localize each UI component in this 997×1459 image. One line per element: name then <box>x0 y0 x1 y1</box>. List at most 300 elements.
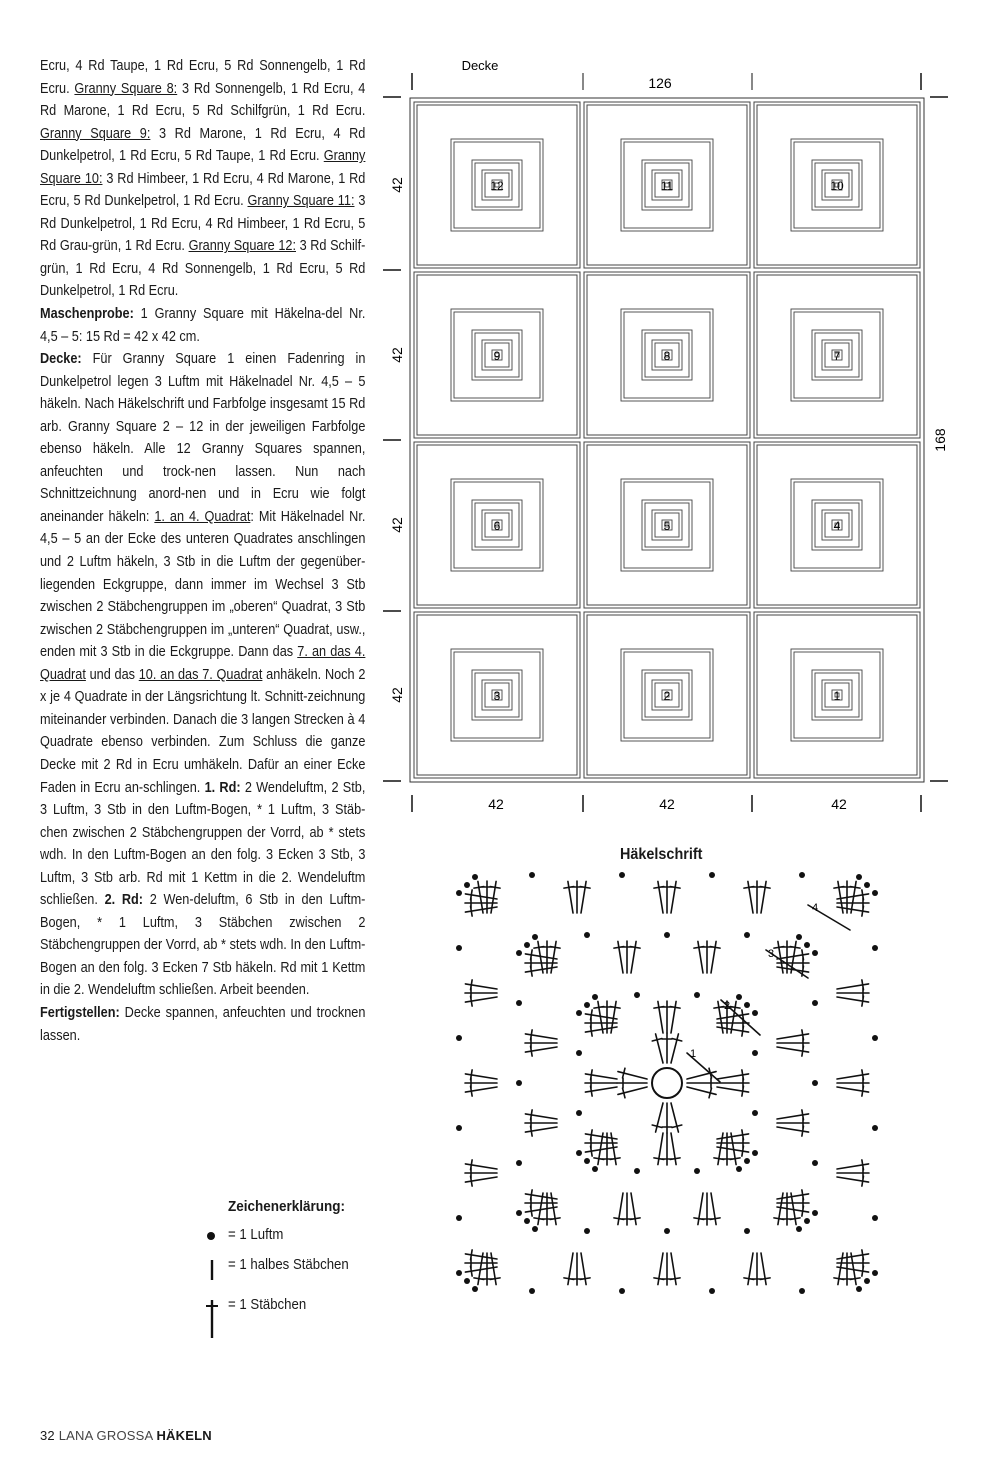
chain-dot <box>872 1125 878 1131</box>
double-crochet-mark <box>551 1193 556 1225</box>
chain-dot <box>752 1110 758 1116</box>
double-crochet-mark <box>656 1103 663 1132</box>
double-crochet-crossbar <box>531 950 533 960</box>
column-width-label: 42 <box>659 796 675 812</box>
chain-dot <box>456 1270 462 1276</box>
chain-dot <box>744 1158 750 1164</box>
double-crochet-crossbar <box>471 1086 473 1096</box>
chain-dot <box>464 882 470 888</box>
double-crochet-crossbar <box>862 890 864 900</box>
round-start-line <box>687 1053 720 1082</box>
double-crochet-crossbar <box>744 887 754 889</box>
chain-dot <box>796 934 802 940</box>
text-fragment: anhäkeln. Noch 2 x je 4 Quadrate in der Längsrichtung lt. Schnitt-zeichnung miteinander verbinden. Danach die 3 langen Strecken à 4 Quadrate ebenso verbinden. Zum Schluss die ganze Decke mit 2 Rd in Ecru umhäkeln. Dafür an einer Ecke Faden in Ecru an-schlingen. <box>40 666 366 796</box>
square-number: 6 <box>493 519 501 533</box>
double-crochet-crossbar <box>471 1176 473 1186</box>
double-crochet-crossbar <box>630 947 640 949</box>
double-crochet-mark <box>478 881 483 913</box>
double-crochet-mark <box>581 881 586 913</box>
double-crochet-mark <box>777 1047 809 1052</box>
chain-dot <box>524 942 530 948</box>
double-crochet-crossbar <box>774 1218 784 1220</box>
double-crochet-crossbar <box>594 1158 604 1160</box>
text-fragment: Decke spannen, anfeuchten und trocknen lassen. <box>40 1004 366 1044</box>
double-crochet-crossbar <box>654 1158 664 1160</box>
blanket-outline <box>410 98 924 782</box>
chain-dot <box>529 1288 535 1294</box>
double-crochet-mark <box>598 1133 603 1165</box>
double-crochet-crossbar <box>614 1218 624 1220</box>
double-crochet-crossbar <box>834 1278 844 1280</box>
double-crochet-mark <box>777 1127 809 1132</box>
chain-dot <box>752 1150 758 1156</box>
text-fragment: Ecru, 4 Rd Taupe, 1 Rd Ecru, 5 Rd Sonnengelb, 1 Rd Ecru. <box>40 58 366 97</box>
double-crochet-crossbar <box>652 1125 662 1127</box>
row-height-label: 42 <box>389 177 405 193</box>
text-fragment: 3 Rd Dunkelpetrol, 1 Rd Ecru, 4 Rd Himbeer, 1 Rd Ecru, 5 Rd Grau-grün, 1 Rd Ecru. <box>40 193 366 255</box>
column-width-label: 42 <box>488 796 504 812</box>
double-crochet-crossbar <box>670 887 680 889</box>
double-crochet-mark <box>717 1087 749 1092</box>
double-crochet-crossbar <box>862 1086 864 1096</box>
page-footer <box>40 1428 212 1443</box>
double-crochet-mark <box>465 997 497 1002</box>
double-crochet-crossbar <box>531 1030 533 1040</box>
chain-dot <box>664 1228 670 1234</box>
double-crochet-mark <box>671 881 676 913</box>
chain-dot <box>592 994 598 1000</box>
square-number: 10 <box>830 179 844 193</box>
chain-dot <box>736 994 742 1000</box>
double-crochet-crossbar <box>709 1068 711 1078</box>
double-crochet-mark <box>837 997 869 1002</box>
double-crochet-crossbar <box>850 1278 860 1280</box>
double-crochet-crossbar <box>623 1068 625 1078</box>
double-crochet-mark <box>611 1001 616 1033</box>
double-crochet-mark <box>658 881 663 913</box>
double-crochet-crossbar <box>471 1070 473 1080</box>
cross-bar-icon <box>202 1296 222 1340</box>
double-crochet-crossbar <box>802 1046 804 1056</box>
chain-dot <box>744 1002 750 1008</box>
double-crochet-crossbar <box>550 1218 560 1220</box>
fertigstellen-paragraph <box>40 1002 365 1047</box>
double-crochet-crossbar <box>730 1007 740 1009</box>
double-crochet-crossbar <box>670 1007 680 1009</box>
double-crochet-mark <box>671 1001 676 1033</box>
double-crochet-crossbar <box>471 890 473 900</box>
double-crochet-mark <box>717 1147 749 1152</box>
granny-square <box>584 102 750 268</box>
chain-dot <box>694 992 700 998</box>
double-crochet-mark <box>837 894 869 899</box>
double-crochet-mark <box>748 881 753 913</box>
granny-square <box>754 442 920 608</box>
square-number: 8 <box>663 349 671 363</box>
double-crochet-mark <box>791 1193 796 1225</box>
double-crochet-mark <box>538 941 543 973</box>
magic-ring <box>652 1068 682 1098</box>
double-crochet-mark <box>568 881 573 913</box>
double-crochet-crossbar <box>471 1266 473 1276</box>
double-crochet-crossbar <box>694 947 704 949</box>
double-crochet-crossbar <box>862 1250 864 1260</box>
double-crochet-mark <box>777 1034 809 1039</box>
chain-dot <box>619 1288 625 1294</box>
chart-title: Häkelschrift <box>620 846 703 863</box>
square-number: 12 <box>490 179 504 193</box>
double-crochet-crossbar <box>534 1218 544 1220</box>
square-number: 2 <box>663 689 671 703</box>
double-crochet-crossbar <box>654 1278 664 1280</box>
double-crochet-mark <box>777 1207 809 1212</box>
double-crochet-mark <box>585 1087 617 1092</box>
double-crochet-crossbar <box>654 887 664 889</box>
double-crochet-mark <box>698 941 703 973</box>
chain-dot <box>864 1278 870 1284</box>
double-crochet-mark <box>837 1177 869 1182</box>
double-crochet-mark <box>717 1074 749 1079</box>
granny-square <box>584 612 750 778</box>
double-crochet-mark <box>525 1207 557 1212</box>
chain-dot <box>812 1210 818 1216</box>
round-1-label: 1. Rd: <box>204 779 241 796</box>
chain-dot <box>752 1050 758 1056</box>
text-fragment: 3 Rd Himbeer, 1 Rd Ecru, 4 Rd Marone, 1 Rd Ecru, 5 Rd Dunkelpetrol, 1 Rd Ecru. <box>40 170 366 210</box>
chain-dot <box>516 1160 522 1166</box>
double-crochet-crossbar <box>760 887 770 889</box>
double-crochet-mark <box>851 881 856 913</box>
double-crochet-mark <box>585 1014 617 1019</box>
text-fragment: 3 Rd Marone, 1 Rd Ecru, 4 Rd Dunkelpetrol, 1 Rd Ecru, 5 Rd Taupe, 1 Rd Ecru. <box>40 125 366 165</box>
double-crochet-mark <box>631 1193 636 1225</box>
double-crochet-mark <box>465 894 497 899</box>
double-crochet-crossbar <box>564 1278 574 1280</box>
join-10-7-heading: 10. an das 7. Quadrat <box>138 666 263 683</box>
brand-name: LANA GROSSA <box>58 1428 153 1443</box>
double-crochet-crossbar <box>531 1046 533 1056</box>
double-crochet-crossbar <box>580 1278 590 1280</box>
maschenprobe-label: Maschenprobe: <box>40 306 134 323</box>
join-7-4-heading: 7. an das 4. Quadrat <box>40 644 366 683</box>
double-crochet-crossbar <box>714 1007 724 1009</box>
chain-dot <box>812 1080 818 1086</box>
double-crochet-mark <box>525 1047 557 1052</box>
double-crochet-crossbar <box>742 1086 744 1096</box>
chain-dot <box>872 945 878 951</box>
double-crochet-crossbar <box>531 1126 533 1136</box>
round-marker: 4 <box>812 902 819 914</box>
text-fragment: 2 Wendeluftm, 2 Stb, 3 Luftm, 3 Stb in den Luftm-Bogen, * 1 Luftm, 3 Stäb-chen zwischen 2 Stäbchengruppen der Vorrd, ab * stets wdh. In den Luftm-Bogen an den folg. 3 Ecken 3 Stb, 3 Luftm, 3 Stb arb. Rd mit 1 Kettm in die 2. Wendeluftm schließen. <box>40 779 366 909</box>
chain-dot <box>456 1125 462 1131</box>
double-crochet-crossbar <box>802 1030 804 1040</box>
double-crochet-crossbar <box>742 1146 744 1156</box>
decke-label: Decke: <box>40 351 82 368</box>
double-crochet-mark <box>585 1027 617 1032</box>
double-crochet-mark <box>731 1133 736 1165</box>
double-crochet-crossbar <box>471 980 473 990</box>
double-crochet-mark <box>585 1147 617 1152</box>
chain-dot <box>856 874 862 880</box>
double-crochet-mark <box>581 1253 586 1285</box>
text-fragment: 3 Rd Schilf-grün, 1 Rd Ecru, 4 Rd Sonnengelb, 1 Rd Ecru, 5 Rd Dunkelpetrol, 1 Rd Ecru. <box>40 238 366 300</box>
chain-dot <box>524 1218 530 1224</box>
magazine-name: HÄKELN <box>156 1428 212 1443</box>
double-crochet-crossbar <box>471 1250 473 1260</box>
granny-square <box>414 272 580 438</box>
double-crochet-mark <box>748 1253 753 1285</box>
chain-dot <box>872 1035 878 1041</box>
square-number: 4 <box>833 519 841 533</box>
chain-dot <box>812 1000 818 1006</box>
double-crochet-mark <box>671 1133 676 1165</box>
double-crochet-mark <box>585 1074 617 1079</box>
double-crochet-crossbar <box>652 1039 662 1041</box>
double-crochet-crossbar <box>474 1278 484 1280</box>
chain-dot <box>516 1210 522 1216</box>
granny-square <box>414 612 580 778</box>
double-crochet-mark <box>525 954 557 959</box>
double-crochet-crossbar <box>802 966 804 976</box>
chain-dot <box>804 1218 810 1224</box>
round-start-line <box>808 905 850 930</box>
round-marker: 2 <box>724 1000 731 1012</box>
chain-dot <box>532 1226 538 1232</box>
double-crochet-crossbar <box>564 887 574 889</box>
granny-square <box>584 442 750 608</box>
chain-dot <box>736 1166 742 1172</box>
double-crochet-mark <box>465 1074 497 1079</box>
legend-label: = 1 halbes Stäbchen <box>228 1256 349 1273</box>
square-number: 11 <box>660 179 674 193</box>
chain-dot <box>584 932 590 938</box>
double-crochet-mark <box>777 954 809 959</box>
double-crochet-crossbar <box>802 1126 804 1136</box>
granny-square-8-heading: Granny Square 8: <box>74 80 178 97</box>
double-crochet-crossbar <box>623 1088 625 1098</box>
double-crochet-mark <box>711 1193 716 1225</box>
legend-label: = 1 Luftm <box>228 1226 284 1243</box>
double-crochet-mark <box>777 967 809 972</box>
double-crochet-crossbar <box>862 1160 864 1170</box>
double-crochet-mark <box>658 1133 663 1165</box>
double-crochet-crossbar <box>744 1278 754 1280</box>
text-fragment: Für Granny Square 1 einen Fadenring in Dunkelpetrol legen 3 Luftm mit Häkelnadel Nr. 4,5 – 5 häkeln. Nach Häkelschrift und Farbfolge insgesamt 15 Rd arb. Granny Square 2 – 12 in der jeweiligen Farbfolge ebenso häkeln. Alle 12 Granny Squares spannen, anfeuchten und trock-nen lassen. Nun nach Schnittzeichnung anord-nen und in Ecru wie folgt aneinander häkeln: <box>40 351 366 525</box>
double-crochet-crossbar <box>490 887 500 889</box>
double-crochet-crossbar <box>850 887 860 889</box>
double-crochet-mark <box>656 1034 663 1063</box>
double-crochet-crossbar <box>534 947 544 949</box>
granny-square-11-heading: Granny Square 11: <box>247 193 355 210</box>
double-crochet-mark <box>658 1001 663 1033</box>
double-crochet-mark <box>465 1164 497 1169</box>
double-crochet-mark <box>551 941 556 973</box>
double-crochet-mark <box>837 1087 869 1092</box>
double-crochet-mark <box>525 1114 557 1119</box>
double-crochet-crossbar <box>709 1088 711 1098</box>
chain-dot <box>619 872 625 878</box>
double-crochet-mark <box>837 1164 869 1169</box>
chain-dot <box>516 950 522 956</box>
double-crochet-mark <box>851 1253 856 1285</box>
chain-dot <box>472 1286 478 1292</box>
double-crochet-mark <box>761 1253 766 1285</box>
double-crochet-mark <box>465 907 497 912</box>
double-crochet-mark <box>491 1253 496 1285</box>
double-crochet-mark <box>837 984 869 989</box>
chain-dot <box>584 1002 590 1008</box>
double-crochet-crossbar <box>654 1007 664 1009</box>
double-crochet-crossbar <box>490 1278 500 1280</box>
double-crochet-mark <box>611 1133 616 1165</box>
diagram-title: Decke <box>461 58 499 73</box>
double-crochet-mark <box>671 1103 678 1132</box>
chain-dot <box>812 950 818 956</box>
double-crochet-crossbar <box>471 906 473 916</box>
double-crochet-mark <box>618 1072 647 1079</box>
double-crochet-crossbar <box>610 1158 620 1160</box>
text-fragment: 1 Granny Square mit Häkelna-del Nr. 4,5 – 5: 15 Rd = 42 x 42 cm. <box>40 306 366 345</box>
chain-dot <box>592 1166 598 1172</box>
double-crochet-crossbar <box>591 1026 593 1036</box>
double-crochet-mark <box>791 941 796 973</box>
double-crochet-crossbar <box>790 947 800 949</box>
double-crochet-mark <box>525 1034 557 1039</box>
chain-dot <box>529 872 535 878</box>
double-crochet-mark <box>717 1014 749 1019</box>
double-crochet-mark <box>671 1034 678 1063</box>
page-number: 32 <box>40 1428 55 1443</box>
double-crochet-crossbar <box>802 950 804 960</box>
double-crochet-mark <box>837 1267 869 1272</box>
double-crochet-mark <box>525 1194 557 1199</box>
double-crochet-mark <box>777 1114 809 1119</box>
granny-square <box>754 612 920 778</box>
diagram-width-label: 126 <box>648 75 672 91</box>
double-crochet-mark <box>525 967 557 972</box>
double-crochet-crossbar <box>862 1176 864 1186</box>
chain-dot <box>516 1000 522 1006</box>
round-start-line <box>766 950 808 978</box>
double-crochet-crossbar <box>742 1130 744 1140</box>
chain-dot <box>634 1168 640 1174</box>
double-crochet-crossbar <box>760 1278 770 1280</box>
chain-dot <box>872 1215 878 1221</box>
chain-dot <box>584 1228 590 1234</box>
double-crochet-crossbar <box>591 1130 593 1140</box>
double-crochet-mark <box>491 881 496 913</box>
double-crochet-crossbar <box>862 906 864 916</box>
text-fragment: : Mit Häkelnadel Nr. 4,5 – 5 an der Ecke des unteren Quadrates anschlingen und 2 Luftm häkeln, 3 Stb in die Luftm der gegenüber-liegenden Eckgruppe, dann immer im Wechsel 3 Stb zwischen 2 Stäbchengruppen im „oberen“ Quadrat, 3 Stb zwischen 2 Stäbchengruppen im „unteren“ Quadrat, usw., enden mit 3 Stb in die Eckgruppe. Dann das <box>40 508 366 661</box>
granny-square <box>584 272 750 438</box>
square-number: 3 <box>493 689 501 703</box>
chain-dot <box>532 934 538 940</box>
double-crochet-mark <box>465 1177 497 1182</box>
chain-dot <box>709 1288 715 1294</box>
dot-icon <box>202 1226 222 1246</box>
double-crochet-crossbar <box>531 1190 533 1200</box>
chain-dot <box>576 1050 582 1056</box>
chain-dot <box>576 1150 582 1156</box>
double-crochet-crossbar <box>742 1070 744 1080</box>
double-crochet-crossbar <box>862 980 864 990</box>
double-crochet-mark <box>478 1253 483 1285</box>
double-crochet-crossbar <box>774 947 784 949</box>
double-crochet-crossbar <box>862 1266 864 1276</box>
double-crochet-mark <box>687 1072 716 1079</box>
double-crochet-crossbar <box>474 887 484 889</box>
double-crochet-mark <box>618 1193 623 1225</box>
double-crochet-crossbar <box>591 1070 593 1080</box>
chain-dot <box>456 1035 462 1041</box>
chain-dot <box>812 1160 818 1166</box>
crochet-chart-symbols <box>456 872 878 1294</box>
round-start-line <box>721 1000 760 1035</box>
double-crochet-mark <box>465 984 497 989</box>
double-crochet-mark <box>837 1254 869 1259</box>
square-number: 1 <box>833 689 841 703</box>
double-crochet-crossbar <box>802 1190 804 1200</box>
chain-dot <box>864 882 870 888</box>
double-crochet-mark <box>618 941 623 973</box>
double-crochet-crossbar <box>531 1110 533 1120</box>
double-crochet-crossbar <box>742 1026 744 1036</box>
double-crochet-mark <box>687 1087 716 1094</box>
granny-square-9-heading: Granny Square 9: <box>40 125 151 142</box>
chain-dot <box>584 1158 590 1164</box>
chain-dot <box>516 1080 522 1086</box>
granny-square <box>414 102 580 268</box>
text-fragment: 3 Rd Sonnengelb, 1 Rd Ecru, 4 Rd Marone, 1 Rd Ecru, 5 Rd Schilfgrün, 1 Rd Ecru. <box>40 80 366 120</box>
chain-dot <box>872 1270 878 1276</box>
double-crochet-crossbar <box>471 1160 473 1170</box>
text-fragment: 2 Wen-deluftm, 6 Stb in den Luftm-Bogen, * 1 Luftm, 3 Stäbchen zwischen 2 Stäbchengruppen der Vorrd, ab * stets wdh. In den Luftm-Bogen an den folg. 3 Ecken 7 Stb häkeln. Rd mit 1 Kettm in die 2. Wendeluftm schließen. Arbeit beenden. <box>40 892 366 999</box>
chain-dot <box>709 872 715 878</box>
diagram-grid <box>410 98 924 782</box>
fertigstellen-label: Fertigstellen: <box>40 1004 120 1021</box>
double-crochet-crossbar <box>790 1218 800 1220</box>
chain-dot <box>799 1288 805 1294</box>
double-crochet-mark <box>525 1127 557 1132</box>
double-crochet-mark <box>465 1254 497 1259</box>
double-crochet-crossbar <box>694 1218 704 1220</box>
double-crochet-mark <box>838 881 843 913</box>
chain-dot <box>456 945 462 951</box>
double-crochet-mark <box>568 1253 573 1285</box>
double-crochet-crossbar <box>594 1007 604 1009</box>
chain-dot <box>464 1278 470 1284</box>
double-crochet-crossbar <box>531 966 533 976</box>
double-crochet-crossbar <box>672 1125 682 1127</box>
double-crochet-crossbar <box>550 947 560 949</box>
row-height-label: 42 <box>389 517 405 533</box>
double-crochet-crossbar <box>580 887 590 889</box>
double-crochet-crossbar <box>710 947 720 949</box>
double-crochet-crossbar <box>610 1007 620 1009</box>
double-crochet-mark <box>778 1193 783 1225</box>
bar-icon <box>202 1256 222 1282</box>
double-crochet-crossbar <box>862 996 864 1006</box>
double-crochet-crossbar <box>672 1039 682 1041</box>
granny-square <box>754 102 920 268</box>
granny-square-10-heading: Granny Square 10: <box>40 148 366 187</box>
double-crochet-mark <box>837 907 869 912</box>
double-crochet-mark <box>717 1134 749 1139</box>
chain-dot <box>576 1110 582 1116</box>
double-crochet-mark <box>465 1267 497 1272</box>
double-crochet-crossbar <box>614 947 624 949</box>
chain-dot <box>804 942 810 948</box>
